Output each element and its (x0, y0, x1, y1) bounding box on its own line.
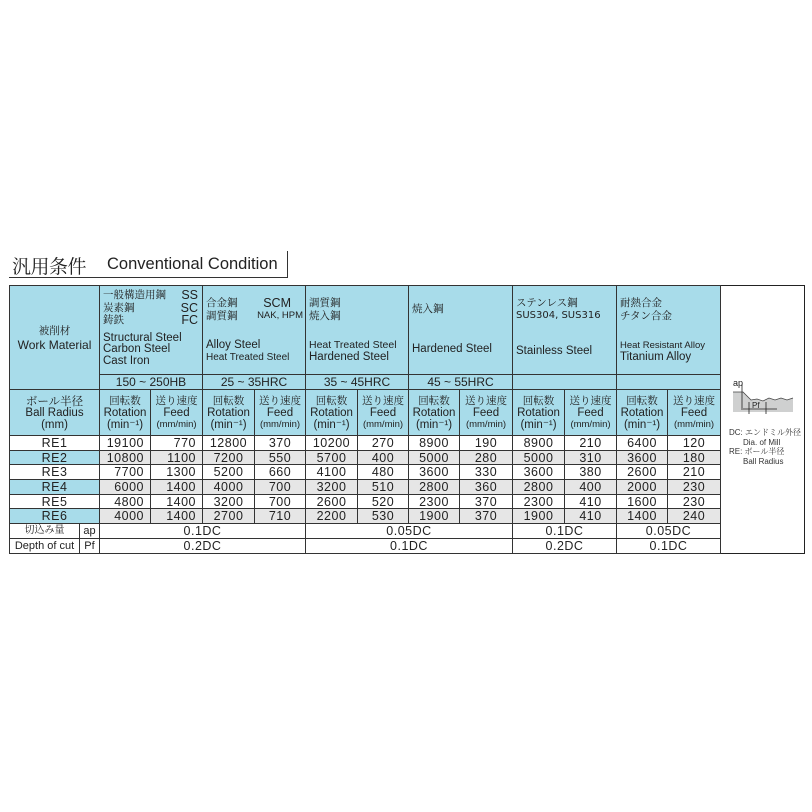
rotation-cell: 8900 (513, 436, 565, 451)
rotation-cell: 2600 (306, 495, 358, 509)
feed-header (255, 390, 306, 436)
feed-cell: 370 (255, 436, 306, 451)
feed-header (668, 390, 721, 436)
feed-cell: 700 (255, 480, 306, 495)
legend (729, 428, 801, 466)
feed-cell: 550 (255, 451, 306, 465)
material-hardened-steel (409, 286, 513, 375)
diagram-panel (721, 286, 803, 552)
depth-of-cut-label-jp: 切込み量 (10, 524, 80, 539)
ball-radius-cell: RE2 (10, 451, 100, 465)
ball-radius-unit: (mm) (41, 418, 68, 431)
mat-jp: チタン合金 (620, 309, 672, 322)
legend-re-en: Ball Radius (743, 456, 784, 466)
ball-radius-header (10, 390, 100, 436)
ball-radius-cell: RE6 (10, 509, 100, 524)
rotation-header (409, 390, 460, 436)
feed-cell: 280 (460, 451, 513, 465)
mat-code: SC (180, 300, 198, 315)
hardness: 35 ~ 45HRC (306, 375, 409, 390)
depth-of-cut-label-en: Depth of cut (10, 539, 80, 554)
rotation-cell: 5200 (203, 465, 255, 480)
feed-header (358, 390, 409, 436)
rotation-cell: 5000 (513, 451, 565, 465)
feed-en: Feed (369, 406, 397, 419)
feed-jp: 送り速度 (673, 394, 715, 407)
mat-en: Titanium Alloy (620, 350, 692, 363)
mat-jp: 炭素鋼 (103, 301, 135, 314)
rotation-unit: (min⁻¹) (106, 418, 144, 431)
rotation-cell: 2300 (409, 495, 460, 509)
feed-unit: (mm/min) (156, 418, 197, 430)
feed-cell: 370 (460, 495, 513, 509)
table-row (10, 480, 721, 495)
legend-dc-jp: DC: エンドミル外径 (729, 428, 801, 437)
mat-jp: 調質鋼 (206, 309, 238, 322)
feed-cell: 530 (358, 509, 409, 524)
mat-code: NAK, HPM (257, 309, 303, 321)
table-row (10, 465, 721, 480)
rotation-cell: 4100 (306, 465, 358, 480)
mat-code: SS (181, 288, 198, 302)
ball-radius-cell: RE1 (10, 436, 100, 451)
hardness: 150 ~ 250HB (100, 375, 203, 390)
rotation-en: Rotation (517, 406, 560, 419)
rotation-cell: 6400 (617, 436, 668, 451)
feed-jp: 送り速度 (569, 394, 612, 407)
rotation-en: Rotation (310, 406, 353, 419)
rotation-jp: 回転数 (109, 394, 141, 407)
mat-jp: 焼入鋼 (309, 309, 341, 322)
mat-jp: 一般構造用鋼 (103, 289, 166, 301)
feed-unit: (mm/min) (362, 418, 404, 430)
work-material-jp: 被削材 (38, 324, 71, 337)
rotation-cell: 2600 (617, 465, 668, 480)
table-row (10, 451, 721, 465)
mat-code: FC (181, 313, 198, 327)
rotation-header (100, 390, 151, 436)
feed-cell: 400 (565, 480, 617, 495)
feed-cell: 410 (565, 495, 617, 509)
feed-cell: 310 (565, 451, 617, 465)
feed-header (565, 390, 617, 436)
rotation-cell: 3600 (409, 465, 460, 480)
legend-dc-en: Dia. of Mill (743, 437, 781, 447)
table-row (10, 436, 721, 451)
rotation-jp: 回転数 (522, 394, 555, 407)
rotation-jp: 回転数 (626, 394, 658, 407)
pf-value: 0.2DC (100, 539, 306, 554)
rotation-cell: 1400 (617, 509, 668, 524)
feed-cell: 330 (460, 465, 513, 480)
feed-jp: 送り速度 (155, 394, 198, 407)
feed-cell: 410 (565, 509, 617, 524)
rotation-cell: 1900 (409, 509, 460, 524)
table-row (10, 509, 721, 524)
section-title (9, 251, 288, 278)
rotation-cell: 10800 (100, 451, 151, 465)
cutting-conditions-table (9, 285, 721, 554)
depth-of-cut-ap-row (10, 524, 721, 539)
mat-en: Hardened Steel (412, 342, 492, 355)
rotation-unit: (min⁻¹) (415, 418, 453, 431)
rotation-cell: 12800 (203, 436, 255, 451)
ball-radius-cell: RE3 (10, 465, 100, 480)
mat-jp: 焼入鋼 (412, 303, 444, 315)
rotation-en: Rotation (103, 406, 147, 419)
hardness: 45 ~ 55HRC (409, 375, 513, 390)
rotation-cell: 3200 (306, 480, 358, 495)
feed-cell: 1400 (151, 480, 203, 495)
material-heat-resistant-alloy (617, 286, 721, 375)
feed-unit: (mm/min) (673, 418, 715, 430)
rotation-header (306, 390, 358, 436)
material-heat-treated-steel (306, 286, 409, 375)
ball-radius-jp: ボール半径 (25, 393, 84, 408)
rotation-jp: 回転数 (212, 394, 245, 407)
mat-jp: 耐熱合金 (620, 297, 662, 309)
rotation-header (513, 390, 565, 436)
pf-value: 0.1DC (306, 539, 513, 554)
feed-cell: 380 (565, 465, 617, 480)
pf-value: 0.1DC (617, 539, 721, 554)
rotation-cell: 4000 (203, 480, 255, 495)
rotation-header (203, 390, 255, 436)
feed-cell: 360 (460, 480, 513, 495)
mat-jp: 調質鋼 (309, 297, 341, 309)
rotation-jp: 回転数 (315, 394, 348, 407)
ball-radius-cell: RE5 (10, 495, 100, 509)
mat-en: Stainless Steel (516, 345, 593, 357)
feed-cell: 120 (668, 436, 721, 451)
feed-cell: 520 (358, 495, 409, 509)
feed-cell: 700 (255, 495, 306, 509)
mat-en: Heat Resistant Alloy (620, 340, 706, 351)
depth-of-cut-pf-row (10, 539, 721, 554)
mat-jp: 合金鋼 (206, 297, 238, 309)
feed-cell: 370 (460, 509, 513, 524)
pf-diagram-label: Pf (752, 401, 760, 410)
mat-en: Hardened Steel (309, 350, 389, 363)
feed-cell: 660 (255, 465, 306, 480)
feed-cell: 510 (358, 480, 409, 495)
work-material-en: Work Material (17, 337, 92, 352)
feed-cell: 400 (358, 451, 409, 465)
feed-en: Feed (163, 406, 190, 419)
rotation-cell: 7700 (100, 465, 151, 480)
feed-cell: 770 (151, 436, 203, 451)
mat-en: Cast Iron (103, 354, 150, 367)
rotation-cell: 3600 (513, 465, 565, 480)
table-row (10, 495, 721, 509)
feed-cell: 190 (460, 436, 513, 451)
mat-jp: 鋳鉄 (103, 314, 124, 326)
feed-cell: 1400 (151, 495, 203, 509)
depth-of-cut-diagram-icon (721, 362, 803, 422)
ap-label: ap (80, 524, 100, 539)
feed-cell: 270 (358, 436, 409, 451)
rotation-cell: 3200 (203, 495, 255, 509)
feed-cell: 240 (668, 509, 721, 524)
ap-value: 0.1DC (513, 524, 617, 539)
rotation-cell: 1600 (617, 495, 668, 509)
mat-jp: ステンレス鋼 (516, 297, 578, 309)
feed-cell: 1100 (151, 451, 203, 465)
rotation-unit: (min⁻¹) (210, 418, 247, 431)
mat-en: Heat Treated Steel (206, 351, 290, 363)
feed-header (460, 390, 513, 436)
rotation-jp: 回転数 (418, 394, 450, 407)
mat-en: Carbon Steel (103, 343, 171, 355)
material-stainless-steel (513, 286, 617, 375)
feed-unit: (mm/min) (465, 418, 507, 430)
feed-cell: 210 (565, 436, 617, 451)
ap-value: 0.1DC (100, 524, 306, 539)
title-en: Conventional Condition (107, 255, 278, 273)
rotation-header (617, 390, 668, 436)
rotation-en: Rotation (620, 406, 664, 419)
rotation-cell: 6000 (100, 480, 151, 495)
rotation-cell: 7200 (203, 451, 255, 465)
feed-cell: 230 (668, 480, 721, 495)
rotation-en: Rotation (207, 406, 250, 419)
feed-cell: 230 (668, 495, 721, 509)
work-material-header (10, 286, 100, 390)
hardness (617, 375, 721, 390)
ap-value: 0.05DC (617, 524, 721, 539)
feed-cell: 1400 (151, 509, 203, 524)
rotation-cell: 4800 (100, 495, 151, 509)
rotation-cell: 10200 (306, 436, 358, 451)
mat-code: SCM (263, 296, 291, 310)
rotation-unit: (min⁻¹) (313, 418, 350, 431)
feed-en: Feed (577, 406, 604, 419)
rotation-cell: 4000 (100, 509, 151, 524)
feed-jp: 送り速度 (465, 394, 507, 407)
feed-cell: 180 (668, 451, 721, 465)
rotation-cell: 2800 (409, 480, 460, 495)
rotation-cell: 8900 (409, 436, 460, 451)
rotation-cell: 1900 (513, 509, 565, 524)
hardness (513, 375, 617, 390)
feed-jp: 送り速度 (259, 394, 301, 407)
feed-header (151, 390, 203, 436)
material-alloy-steel (203, 286, 306, 375)
ball-radius-en: Ball Radius (25, 406, 84, 419)
ap-diagram-label: ap (733, 378, 744, 388)
mat-en: Heat Treated Steel (309, 339, 397, 351)
feed-en: Feed (266, 406, 294, 419)
rotation-cell: 2300 (513, 495, 565, 509)
mat-en: Structural Steel (103, 331, 182, 344)
rotation-cell: 2000 (617, 480, 668, 495)
feed-cell: 1300 (151, 465, 203, 480)
ap-value: 0.05DC (306, 524, 513, 539)
pf-value: 0.2DC (513, 539, 617, 554)
material-structural-steel (100, 286, 203, 375)
rotation-cell: 5000 (409, 451, 460, 465)
pf-label: Pf (80, 539, 100, 554)
feed-unit: (mm/min) (259, 418, 301, 430)
feed-jp: 送り速度 (362, 394, 404, 407)
rotation-cell: 5700 (306, 451, 358, 465)
feed-unit: (mm/min) (570, 418, 611, 430)
mat-jp: SUS304, SUS316 (516, 309, 601, 321)
legend-re-jp: RE: ボール半径 (729, 447, 785, 456)
feed-cell: 480 (358, 465, 409, 480)
rotation-cell: 2200 (306, 509, 358, 524)
rotation-cell: 2800 (513, 480, 565, 495)
rotation-unit: (min⁻¹) (520, 418, 557, 431)
title-jp: 汎用条件 (12, 256, 87, 278)
hardness: 25 ~ 35HRC (203, 375, 306, 390)
rotation-cell: 19100 (100, 436, 151, 451)
feed-en: Feed (680, 406, 708, 419)
ball-radius-cell: RE4 (10, 480, 100, 495)
rotation-en: Rotation (412, 406, 456, 419)
rotation-unit: (min⁻¹) (623, 418, 661, 431)
feed-cell: 210 (668, 465, 721, 480)
rotation-cell: 2700 (203, 509, 255, 524)
rotation-cell: 3600 (617, 451, 668, 465)
mat-en: Alloy Steel (206, 339, 261, 351)
feed-en: Feed (472, 406, 500, 419)
feed-cell: 710 (255, 509, 306, 524)
